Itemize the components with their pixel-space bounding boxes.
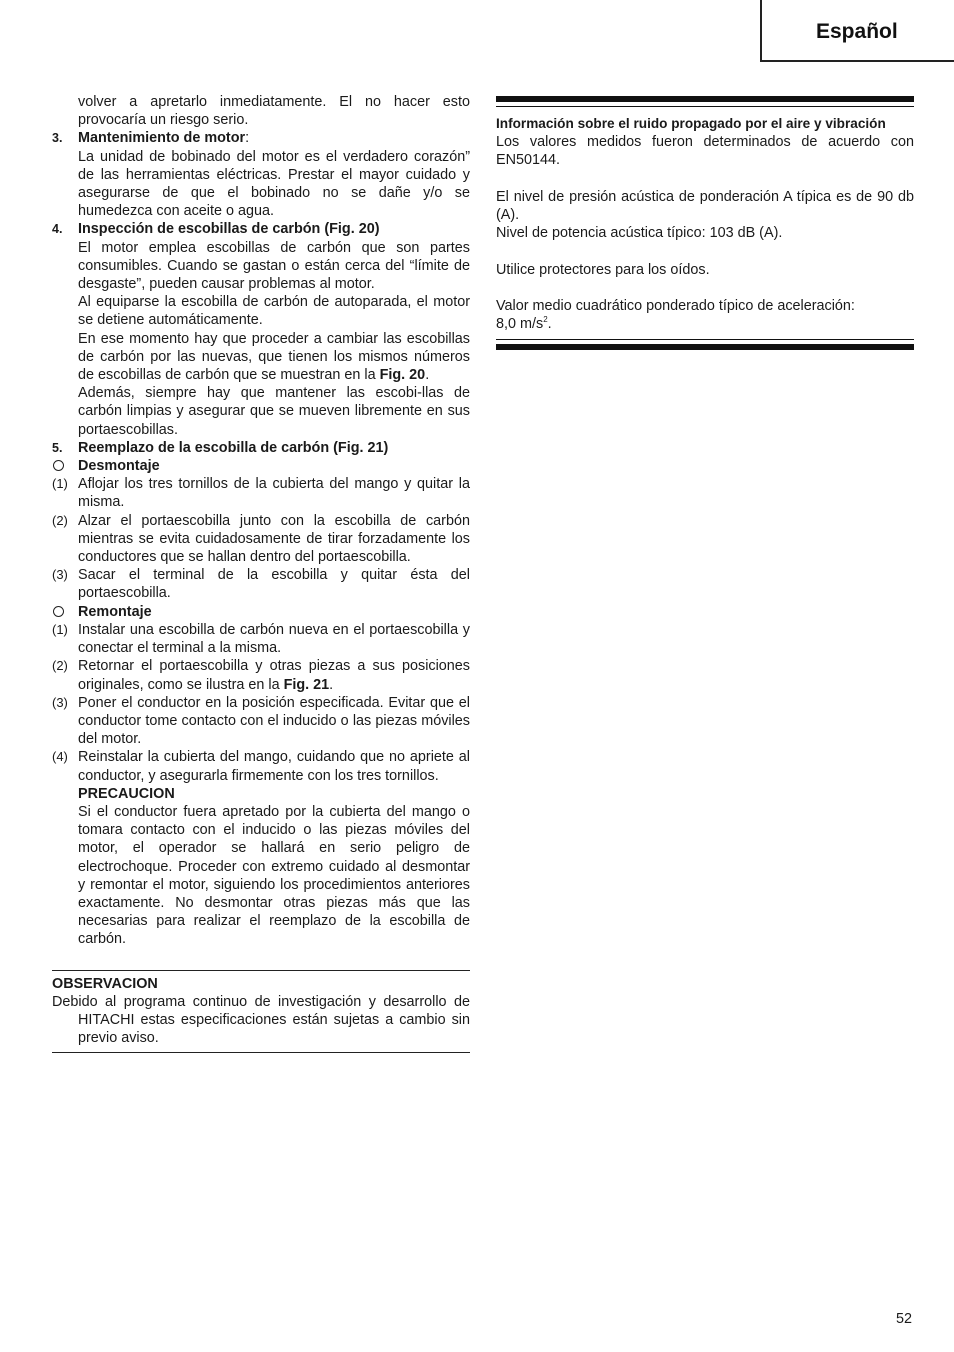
- paragraph-end: .: [425, 367, 430, 384]
- paragraph: Además, siempre hay que mantener las escobi-llas de carbón limpias y asegurar que se mueven libremente en sus portaescobillas.: [78, 385, 470, 438]
- power-text: Nivel de potencia acústica típico: 103 dB (A).: [496, 225, 783, 242]
- step-text: Aflojar los tres tornillos de la cubierta del mango y quitar la misma.: [78, 476, 470, 511]
- noise-section-title: Información sobre el ruido propagado por el aire y vibración: [496, 116, 886, 131]
- pressure-text: El nivel de presión acústica de ponderación A típica es de 90 db (A).: [496, 188, 914, 223]
- vibration-end: .: [547, 316, 552, 333]
- section-title: Reemplazo de la escobilla de carbón (Fig. 21): [78, 439, 389, 456]
- step-number: (4): [52, 749, 68, 765]
- bottom-thin-rule: [496, 339, 914, 340]
- step-text: Poner el conductor en la posición especificada. Evitar que el conductor tome contacto con el inducido o las piezas móviles del motor.: [78, 694, 470, 748]
- step-text: Sacar el terminal de la escobilla y quitar ésta del portaescobilla.: [78, 567, 470, 602]
- page-number: 52: [896, 1311, 913, 1327]
- reassembly-heading: [52, 603, 470, 621]
- step-end: .: [329, 676, 334, 693]
- section-number: 5.: [52, 440, 63, 455]
- left-column: [52, 93, 470, 1053]
- vibration-label: Valor medio cuadrático ponderado típico de aceleración:: [496, 297, 855, 314]
- paragraph: Al equiparse la escobilla de carbón de autoparada, el motor se detiene automáticamente.: [78, 294, 470, 329]
- step-text: Alzar el portaescobilla junto con la escobilla de carbón mientras se evita cuidadosamente de tirar forzadamente los conductores que se hallan dentro del portaescobilla.: [78, 512, 470, 566]
- step-text: Reinstalar la cubierta del mango, cuidando que no apriete al conductor, y asegurarla firmemente con los tres tornillos.: [78, 749, 470, 784]
- list-item: [52, 694, 470, 749]
- list-item: [52, 512, 470, 567]
- motor-maintenance-section: [52, 129, 470, 220]
- caution-title: PRECAUCION: [78, 785, 175, 802]
- section-number: 3.: [52, 131, 63, 146]
- language-tab: [760, 0, 954, 62]
- language-label: Español: [816, 20, 898, 43]
- protectors-text: Utilice protectores para los oídos.: [496, 261, 710, 278]
- observation-text: Debido al programa continuo de investigación y desarrollo de HITACHI estas especificaciones están sujetas a cambio sin previo aviso.: [52, 993, 470, 1047]
- bottom-thick-rule: [496, 344, 914, 350]
- list-item: [52, 657, 470, 693]
- list-item: [52, 621, 470, 657]
- step-number: (3): [52, 567, 68, 583]
- subsection-title: Remontaje: [78, 603, 152, 620]
- right-column: [496, 96, 914, 350]
- section-title: Inspección de escobillas de carbón (Fig. 20): [78, 221, 380, 238]
- figure-ref: Fig. 21: [283, 676, 330, 693]
- step-number: (2): [52, 512, 68, 528]
- circle-bullet-icon: [53, 460, 64, 471]
- step-text: Retornar el portaescobilla y otras piezas a sus posiciones originales, como se ilustra en la: [78, 658, 470, 693]
- vibration-value: [496, 315, 914, 333]
- measured-text: Los valores medidos fueron determinados de acuerdo con EN50144.: [496, 134, 914, 169]
- caution-text: Si el conductor fuera apretado por la cubierta del mango o tomara contacto con el inducido o las piezas móviles del motor, el operador se hallará en serio peligro de electrochoque. Proceder con extremo cuidado al desmontar y remontar el motor, siguiendo los procedimientos anteriores exactamente. No desmontar otras piezas más que las necesarias para realizar el reemplazo de la escobilla de carbón.: [78, 803, 470, 948]
- step-text: Instalar una escobilla de carbón nueva en el portaescobilla y conectar el terminal a la misma.: [78, 621, 470, 657]
- vibration-number: 8,0 m/s: [496, 316, 544, 333]
- section-number: 4.: [52, 222, 63, 237]
- figure-ref: Fig. 20: [379, 367, 426, 384]
- list-item: [52, 748, 470, 948]
- paragraph-text: En ese momento hay que proceder a cambiar las escobillas de carbón por las nuevas, que tienen los mismos números de escobillas de carbón que se muestran en la: [78, 330, 470, 384]
- top-thick-rule: [496, 96, 914, 102]
- section-text: La unidad de bobinado del motor es el verdadero corazón” de las herramientas eléctricas. Prestar el mayor cuidado y asegurarse de que el bobinado no se dañe y/o se humedezca con aceite o agua.: [78, 148, 470, 220]
- subsection-title: Desmontaje: [78, 458, 160, 475]
- continuation-text: volver a apretarlo inmediatamente. El no hacer esto provocaría un riesgo serio.: [78, 94, 470, 129]
- top-thin-rule: [496, 106, 914, 107]
- circle-bullet-icon: [53, 606, 64, 617]
- paragraph: [78, 330, 470, 385]
- list-item: [52, 566, 470, 602]
- step-number: (1): [52, 621, 68, 637]
- step-number: (3): [52, 694, 68, 710]
- list-item: [52, 475, 470, 511]
- step-number: (1): [52, 476, 68, 492]
- paragraph: El motor emplea escobillas de carbón que son partes consumibles. Cuando se gastan o están cerca del “límite de desgaste”, pueden causar problemas al motor.: [78, 239, 470, 293]
- vibration-exponent: 2: [543, 315, 548, 325]
- observation-title: OBSERVACION: [52, 975, 158, 992]
- observation-box: [52, 970, 470, 1054]
- brush-inspection-section: [52, 220, 470, 438]
- disassembly-heading: [52, 457, 470, 475]
- title-colon: :: [245, 130, 250, 147]
- step-number: (2): [52, 658, 68, 674]
- brush-replacement-section: [52, 439, 470, 457]
- section-title: Mantenimiento de motor: [78, 130, 246, 147]
